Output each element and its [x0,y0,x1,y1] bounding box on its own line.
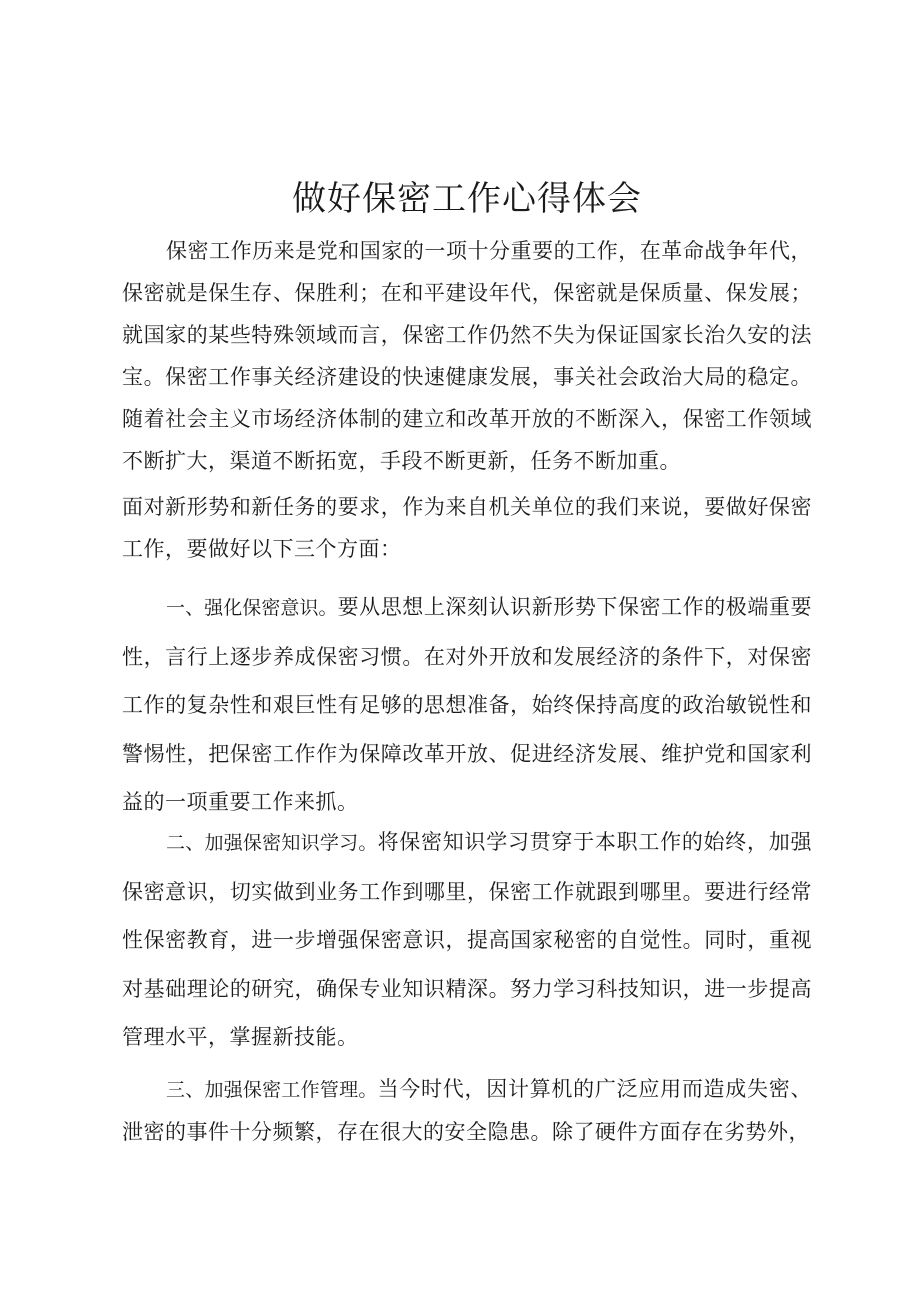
section-1-heading: 一、强化保密意识。 [166,597,338,619]
section-2-heading: 二、加强保密知识学习。 [166,832,378,854]
intro-paragraph: 保密工作历来是党和国家的一项十分重要的工作，在革命战争年代，保密就是保生存、保胜利；在和平建设年代，保密就是保质量、保发展；就国家的某些特殊领域而言，保密工作仍然不失为保证国家长治久安的法宝。保密工作事关经济建设的快速健康发展，事关社会政治大局的稳定。随着社会主义市场经济体制的建立和改革开放的不断深入，保密工作领域不断扩大，渠道不断拓宽，手段不断更新，任务不断加重。 [122,239,812,473]
section-2-body: 将保密知识学习贯穿于本职工作的始终，加强保密意识，切实做到业务工作到哪里，保密工作就跟到哪里。要进行经常性保密教育，进一步增强保密意识，提高国家秘密的自觉性。同时，重视对基础理论的研究，确保专业知识精深。努力学习科技知识，进一步提高管理水平，掌握新技能。 [122,830,812,1049]
section-2-paragraph [122,818,812,1062]
document-title: 做好保密工作心得体会 [292,179,642,219]
section-1-paragraph [122,583,812,827]
section-1-body: 要从思想上深刻认识新形势下保密工作的极端重要性，言行上逐步养成保密习惯。在对外开放和发展经济的条件下，对保密工作的复杂性和艰巨性有足够的思想准备，始终保持高度的政治敏锐性和警惕性，把保密工作作为保障改革开放、促进经济发展、维护党和国家利益的一项重要工作来抓。 [122,595,812,814]
section-3-body: 当今时代，因计算机的广泛应用而造成失密、泄密的事件十分频繁，存在很大的安全隐患。除了硬件方面存在劣势外， [122,1077,812,1144]
section-3-paragraph [122,1068,812,1153]
lead-paragraph: 面对新形势和新任务的要求，作为来自机关单位的我们来说，要做好保密工作，要做好以下三个方面： [122,495,812,561]
section-3-heading: 三、加强保密工作管理。 [166,1079,378,1101]
